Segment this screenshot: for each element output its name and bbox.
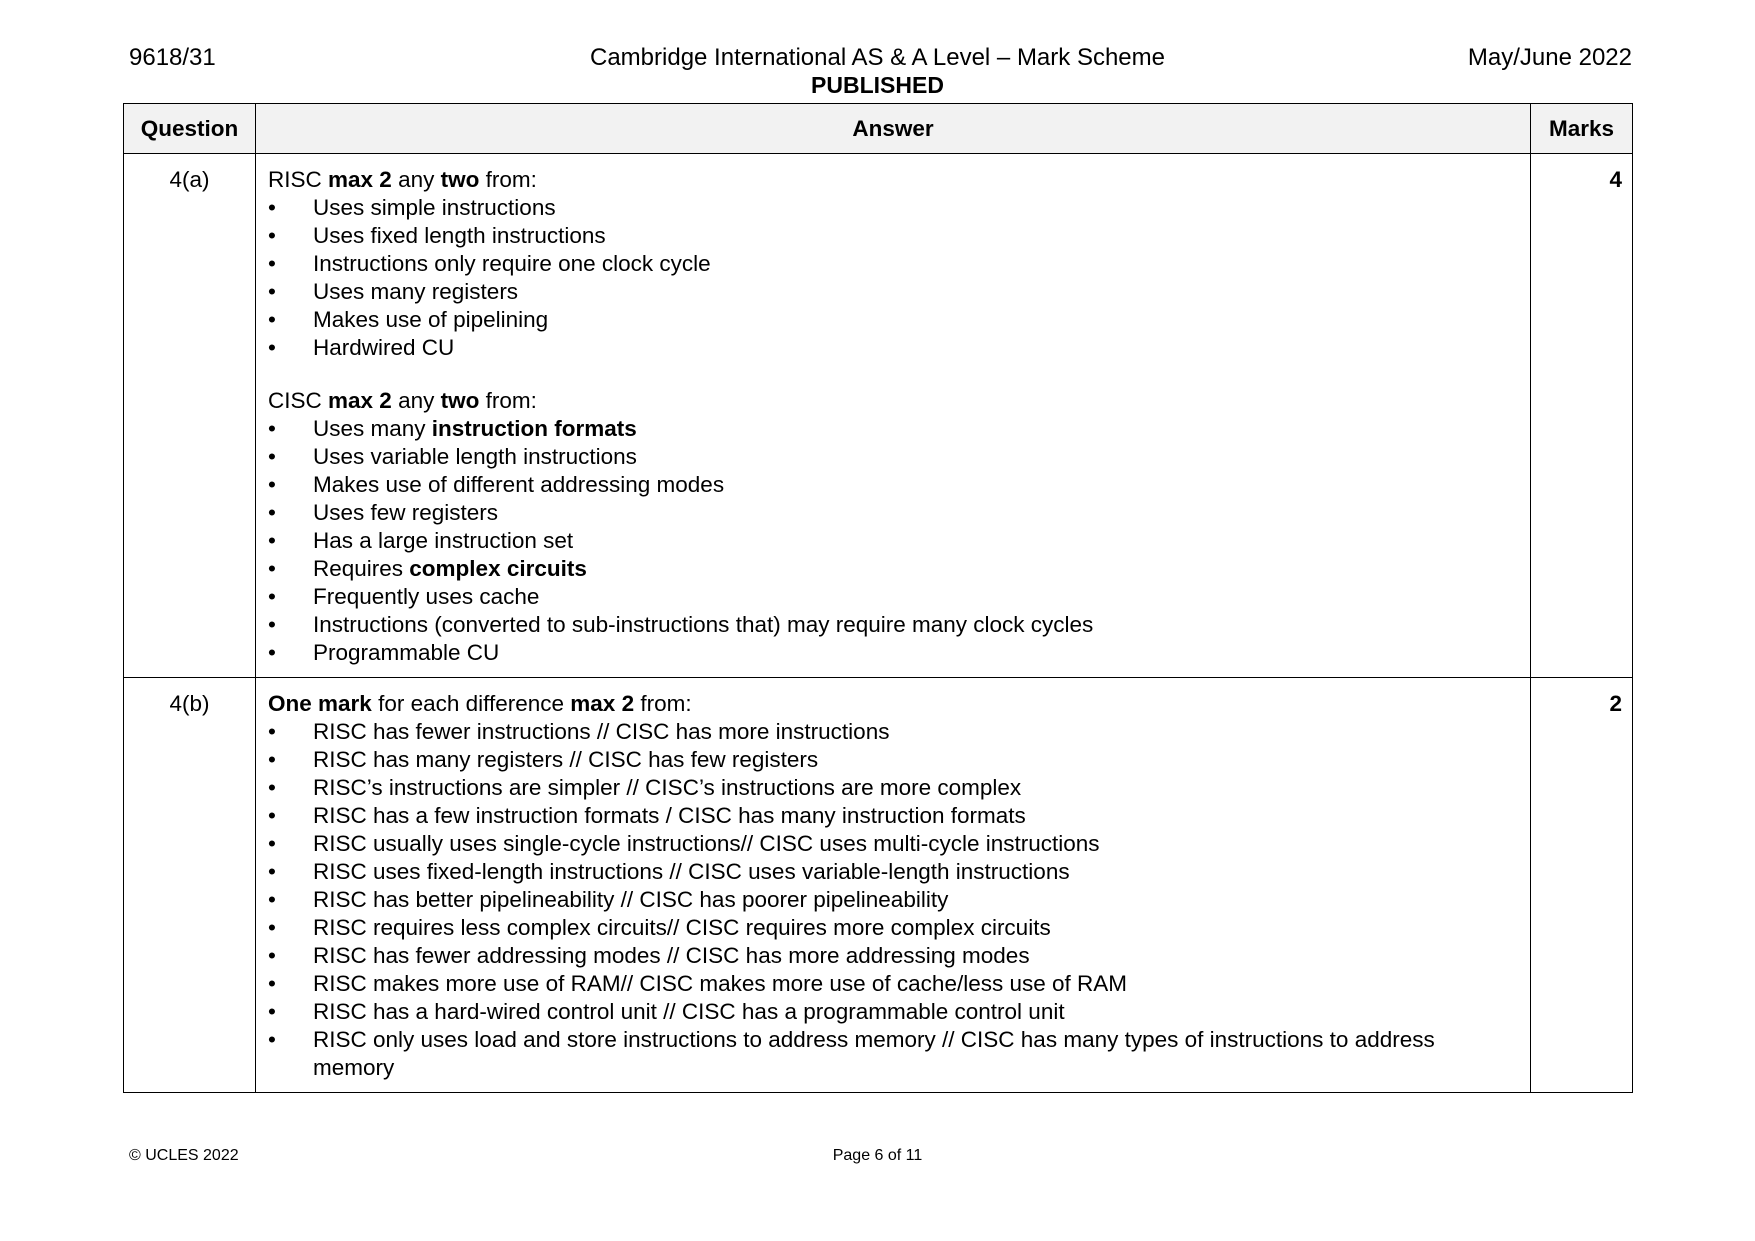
list-item: • Instructions (converted to sub-instructions that) may require many clock cycles — [268, 611, 1518, 639]
column-header-marks: Marks — [1531, 104, 1633, 154]
list-item: • Has a large instruction set — [268, 527, 1518, 555]
question-number: 4(a) — [124, 154, 256, 678]
marks-value: 2 — [1531, 678, 1633, 1093]
cisc-intro: CISC max 2 any two from: — [268, 388, 537, 413]
exam-session: May/June 2022 — [1467, 44, 1632, 71]
answer-cell — [256, 678, 1531, 1093]
marks-value: 4 — [1531, 154, 1633, 678]
difference-points-list — [268, 718, 1518, 1082]
list-item: • RISC makes more use of RAM// CISC makes more use of cache/less use of RAM — [268, 970, 1518, 998]
list-item: • Makes use of pipelining — [268, 306, 1518, 334]
column-header-answer: Answer — [256, 104, 1531, 154]
list-item: • Uses many registers — [268, 278, 1518, 306]
list-item: • Uses variable length instructions — [268, 443, 1518, 471]
table-row — [124, 678, 1633, 1093]
list-item: • Frequently uses cache — [268, 583, 1518, 611]
table-header-row — [124, 104, 1633, 154]
list-item: • Uses simple instructions — [268, 194, 1518, 222]
document-title: Cambridge International AS & A Level – Mark Scheme — [590, 44, 1165, 71]
list-item: • Uses many instruction formats — [268, 415, 1518, 443]
list-item: • Makes use of different addressing modes — [268, 471, 1518, 499]
list-item: • Requires complex circuits — [268, 555, 1518, 583]
list-item: • RISC has a few instruction formats / CISC has many instruction formats — [268, 802, 1518, 830]
list-item: • RISC has a hard-wired control unit // CISC has a programmable control unit — [268, 998, 1518, 1026]
copyright: © UCLES 2022 — [129, 1147, 239, 1164]
risc-intro: RISC max 2 any two from: — [268, 167, 537, 192]
list-item: • Instructions only require one clock cycle — [268, 250, 1518, 278]
column-header-question: Question — [124, 104, 256, 154]
list-item: • Hardwired CU — [268, 334, 1518, 362]
list-item: • Uses fixed length instructions — [268, 222, 1518, 250]
cisc-points-list — [268, 415, 1518, 667]
list-item: • RISC has fewer addressing modes // CISC has more addressing modes — [268, 942, 1518, 970]
page-number: Page 6 of 11 — [832, 1147, 923, 1164]
question-number: 4(b) — [124, 678, 256, 1093]
list-item: • RISC usually uses single-cycle instructions// CISC uses multi-cycle instructions — [268, 830, 1518, 858]
list-item: • RISC uses fixed-length instructions // CISC uses variable-length instructions — [268, 858, 1518, 886]
published-label: PUBLISHED — [811, 72, 944, 98]
list-item: • RISC only uses load and store instructions to address memory // CISC has many types of instructions to address memory — [268, 1026, 1518, 1082]
list-item: • Uses few registers — [268, 499, 1518, 527]
risc-points-list — [268, 194, 1518, 362]
list-item: • RISC has better pipelineability // CISC has poorer pipelineability — [268, 886, 1518, 914]
list-item: • RISC has fewer instructions // CISC has more instructions — [268, 718, 1518, 746]
table-row — [124, 154, 1633, 678]
list-item: • RISC requires less complex circuits// CISC requires more complex circuits — [268, 914, 1518, 942]
paper-code: 9618/31 — [129, 44, 216, 71]
list-item: • Programmable CU — [268, 639, 1518, 667]
mark-scheme-table — [123, 103, 1633, 1093]
list-item: • RISC has many registers // CISC has few registers — [268, 746, 1518, 774]
answer-cell — [256, 154, 1531, 678]
list-item: • RISC’s instructions are simpler // CISC’s instructions are more complex — [268, 774, 1518, 802]
difference-intro: One mark for each difference max 2 from: — [268, 691, 692, 716]
